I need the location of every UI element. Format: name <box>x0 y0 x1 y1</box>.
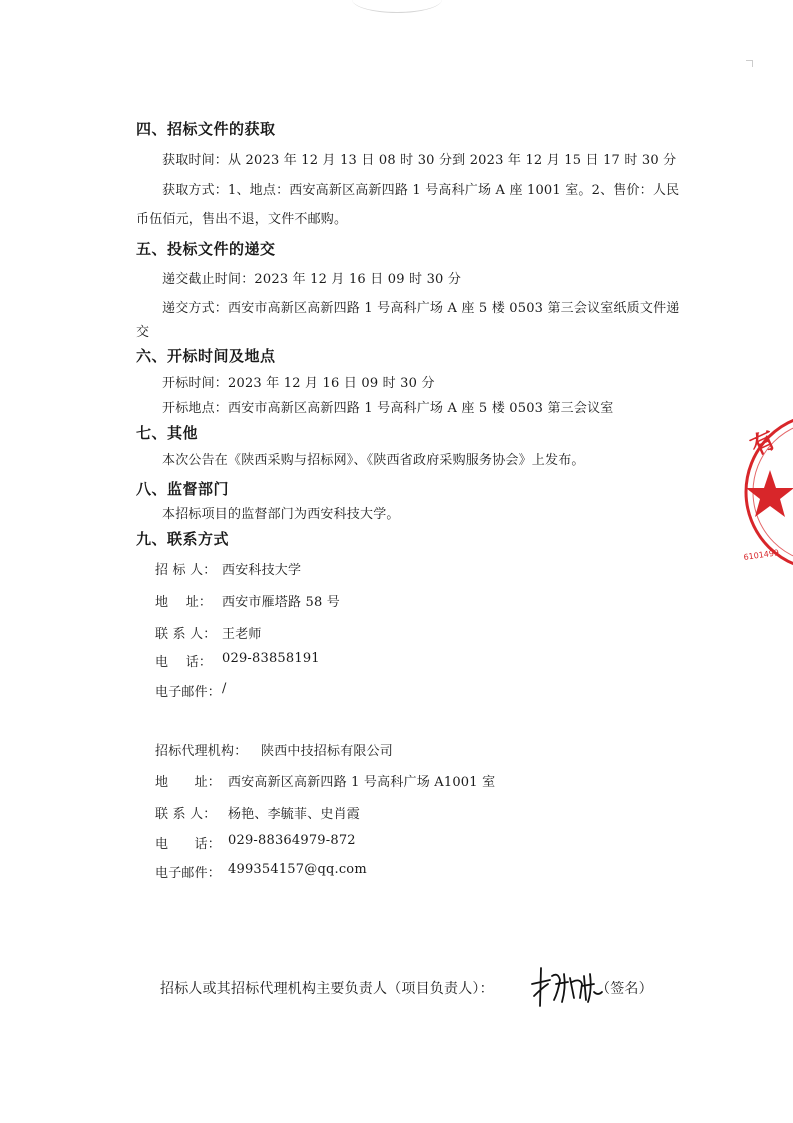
section-heading-7: 七、其他 <box>136 424 199 442</box>
tenderer-contact-value: 王老师 <box>222 627 262 642</box>
signature-prompt: 招标人或其招标代理机构主要负责人（项目负责人）： <box>160 981 494 997</box>
publication-note: 本次公告在《陕西采购与招标网》、《陕西省政府采购服务协会》上发布。 <box>162 453 585 468</box>
tenderer-value: 西安科技大学 <box>222 563 302 578</box>
signature-suffix: （签名） <box>596 981 653 997</box>
company-seal <box>742 410 793 575</box>
agency-phone-label: 电 话： <box>155 837 222 852</box>
submission-method-line1: 递交方式：西安市高新区高新四路 1 号高科广场 A 座 5 楼 0503 第三会议室纸质文件递 <box>162 301 680 316</box>
agency-address-value: 西安高新区高新四路 1 号高科广场 A1001 室 <box>228 775 496 790</box>
agency-address-label: 地 址： <box>155 775 222 790</box>
agency-contact-value: 杨艳、李毓菲、史肖霞 <box>228 807 361 822</box>
section-heading-9: 九、联系方式 <box>136 530 230 548</box>
scan-artifact <box>746 60 753 67</box>
tenderer-email-value: / <box>222 681 227 696</box>
agency-label: 招标代理机构： <box>155 744 248 759</box>
agency-email-label: 电子邮件： <box>155 866 222 881</box>
scan-artifact <box>352 0 442 13</box>
supervision-note: 本招标项目的监督部门为西安科技大学。 <box>162 507 400 522</box>
obtain-time: 获取时间：从 2023 年 12 月 13 日 08 时 30 分到 2023 年 12 月 15 日 17 时 30 分 <box>162 153 677 168</box>
submission-deadline: 递交截止时间：2023 年 12 月 16 日 09 时 30 分 <box>162 272 462 287</box>
tenderer-phone-value: 029-83858191 <box>222 651 320 666</box>
submission-method-line2: 交 <box>136 325 150 340</box>
agency-email-value: 499354157@qq.com <box>228 862 367 877</box>
svg-text:6101499: 6101499 <box>743 548 780 562</box>
opening-time: 开标时间：2023 年 12 月 16 日 09 时 30 分 <box>162 376 435 391</box>
tenderer-address-label: 地 址： <box>155 595 213 610</box>
agency-value: 陕西中技招标有限公司 <box>261 744 394 759</box>
obtain-method-line2: 币伍佰元，售出不退，文件不邮购。 <box>136 212 348 227</box>
section-heading-6: 六、开标时间及地点 <box>136 347 276 365</box>
tenderer-label: 招 标 人： <box>155 563 217 578</box>
agency-contact-label: 联 系 人： <box>155 807 217 822</box>
section-heading-4: 四、招标文件的获取 <box>136 120 276 138</box>
tenderer-phone-label: 电 话： <box>155 655 213 670</box>
obtain-method-line1: 获取方式：1、地点：西安高新区高新四路 1 号高科广场 A 座 1001 室。2、售价：人民 <box>162 183 680 198</box>
opening-place: 开标地点：西安市高新区高新四路 1 号高科广场 A 座 5 楼 0503 第三会议室 <box>162 401 614 416</box>
agency-phone-value: 029-88364979-872 <box>228 833 356 848</box>
tenderer-contact-label: 联 系 人： <box>155 627 217 642</box>
tenderer-address-value: 西安市雁塔路 58 号 <box>222 595 341 610</box>
section-heading-8: 八、监督部门 <box>136 480 230 498</box>
svg-text:有: 有 <box>746 425 780 462</box>
section-heading-5: 五、投标文件的递交 <box>136 240 276 258</box>
tenderer-email-label: 电子邮件： <box>155 685 222 700</box>
